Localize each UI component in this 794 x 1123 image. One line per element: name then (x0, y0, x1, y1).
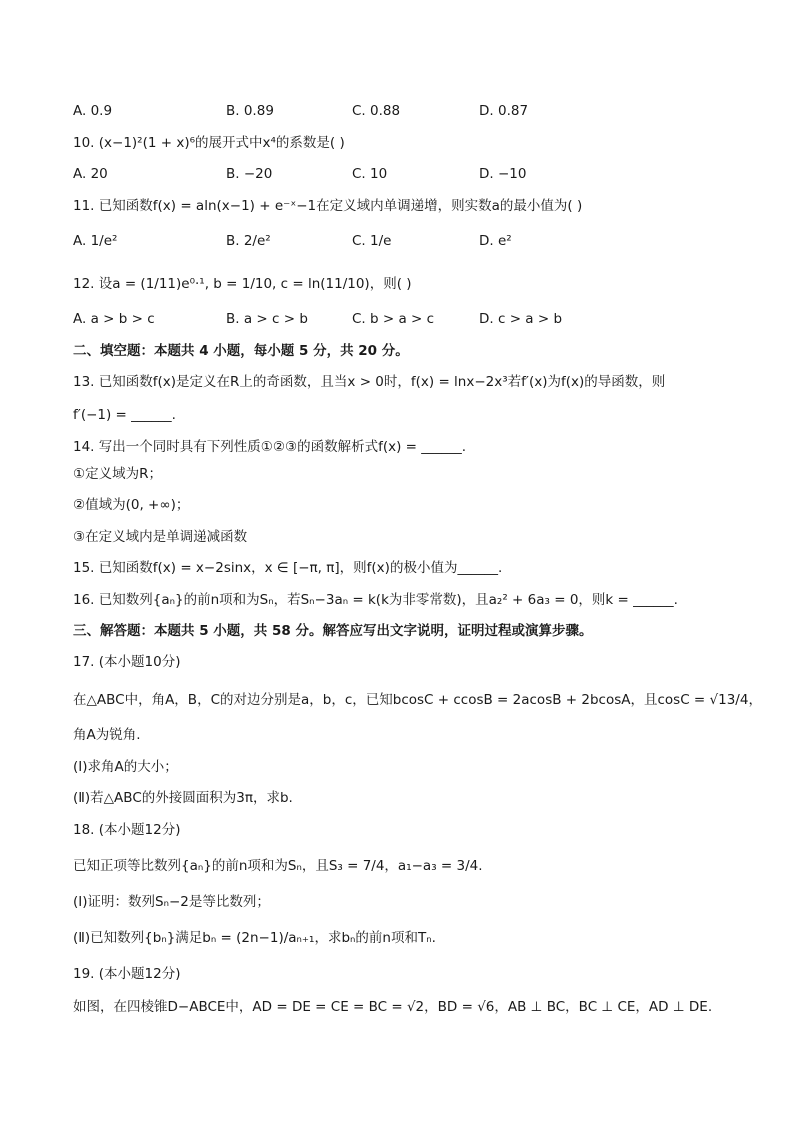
q18-line-1: 已知正项等比数列{aₙ}的前n项和为Sₙ，且S₃ = 7/4，a₁−a₃ = 3/4. (73, 858, 483, 874)
q12-option-a: A. a > b > c (73, 311, 155, 327)
q19-line-1: 如图，在四棱锥D−ABCE中，AD = DE = CE = BC = √2，BD = √6，AB ⊥ BC，BC ⊥ CE，AD ⊥ DE. (73, 999, 713, 1015)
q19-header: 19. (本小题12分) (73, 966, 181, 982)
q18-header: 18. (本小题12分) (73, 822, 181, 838)
q13-line-1: 13. 已知函数f(x)是定义在R上的奇函数，且当x > 0时，f(x) = lnx−2x³若f′(x)为f(x)的导函数，则 (73, 374, 666, 390)
q18-part-2: (Ⅱ)已知数列{bₙ}满足bₙ = (2n−1)/aₙ₊₁，求bₙ的前n项和Tₙ. (73, 930, 436, 946)
q14-prop-3: ③在定义域内是单调递减函数 (73, 529, 248, 545)
q12-option-b: B. a > c > b (226, 311, 308, 327)
section-2-heading: 二、填空题：本题共 4 小题，每小题 5 分，共 20 分。 (73, 343, 409, 359)
q18-part-1: (Ⅰ)证明：数列Sₙ−2是等比数列； (73, 894, 270, 910)
q9-option-a: A. 0.9 (73, 103, 113, 119)
q12-option-d: D. c > a > b (479, 311, 563, 327)
q14-stem: 14. 写出一个同时具有下列性质①②③的函数解析式f(x) = ______. (73, 439, 467, 455)
q15-stem: 15. 已知函数f(x) = x−2sinx，x ∈ [−π, π]，则f(x)的极小值为______. (73, 560, 503, 576)
q10-option-c: C. 10 (352, 166, 388, 182)
section-3-heading: 三、解答题：本题共 5 小题，共 58 分。解答应写出文字说明，证明过程或演算步骤。 (73, 623, 593, 639)
q10-option-d: D. −10 (479, 166, 527, 182)
q12-options (73, 309, 733, 329)
q9-option-d: D. 0.87 (479, 103, 529, 119)
q17-header: 17. (本小题10分) (73, 654, 181, 670)
q17-part-2: (Ⅱ)若△ABC的外接圆面积为3π，求b. (73, 790, 293, 806)
q14-prop-2: ②值域为(0, +∞)； (73, 497, 190, 513)
q9-options (73, 101, 733, 121)
q9-option-b: B. 0.89 (226, 103, 274, 119)
q17-part-1: (Ⅰ)求角A的大小； (73, 759, 178, 775)
q11-options (73, 231, 733, 251)
q10-stem: 10. (x−1)²(1 + x)⁶的展开式中x⁴的系数是( ) (73, 135, 345, 151)
q10-option-b: B. −20 (226, 166, 273, 182)
q11-stem: 11. 已知函数f(x) = aln(x−1) + e⁻ˣ−1在定义域内单调递增，则实数a的最小值为( ) (73, 198, 583, 214)
q11-option-b: B. 2/e² (226, 233, 271, 249)
q10-options (73, 164, 733, 184)
q12-stem: 12. 设a = (1/11)e⁰·¹, b = 1/10, c = ln(11/10)，则( ) (73, 276, 412, 292)
q9-option-c: C. 0.88 (352, 103, 401, 119)
q17-line-1: 在△ABC中，角A，B，C的对边分别是a，b，c，已知bcosC + ccosB = 2acosB + 2bcosA，且cosC = √13/4， (73, 692, 762, 708)
q12-option-c: C. b > a > c (352, 311, 435, 327)
q16-stem: 16. 已知数列{aₙ}的前n项和为Sₙ，若Sₙ−3aₙ = k(k为非零常数)，且a₂² + 6a₃ = 0，则k = ______. (73, 592, 678, 608)
q11-option-a: A. 1/e² (73, 233, 118, 249)
q10-option-a: A. 20 (73, 166, 108, 182)
q14-prop-1: ①定义域为R； (73, 466, 162, 482)
q11-option-c: C. 1/e (352, 233, 392, 249)
q17-line-2: 角A为锐角. (73, 727, 141, 743)
q13-line-2: f′(−1) = ______. (73, 407, 176, 423)
q11-option-d: D. e² (479, 233, 512, 249)
